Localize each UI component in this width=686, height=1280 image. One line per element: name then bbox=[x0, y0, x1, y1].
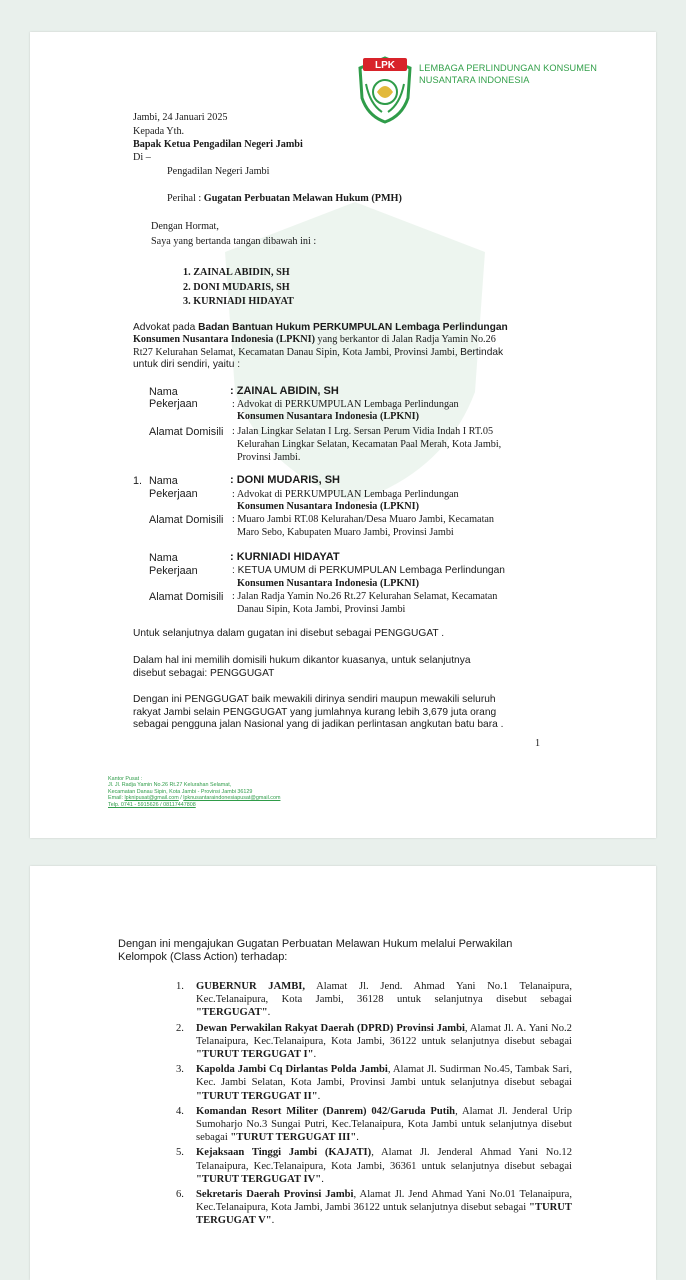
document-page-1: LPK LEMBAGA PERLINDUNGAN KONSUMEN NUSANTARA INDONESIA Jambi, 24 Januari 2025 Kepada Yth. Bapak Ketua Pengadilan Negeri Jambi Di – Pengadilan Negeri Jambi Perihal : Gugatan Perbuatan Melawan Hukum (PMH) Dengan Hormat, Saya yang bertanda tangan dibawah ini : 1. ZAINAL ABIDIN, SH 2. DONI MUDARIS, SH 3. KURNIADI HIDAYAT Advokat pada Badan Bantuan Hukum PERKUMPULAN Lembaga Perlindungan Konsumen Nusantara Indonesia (LPKNI) yang berkantor di Jalan Radja Yamin No.26 Rt27 Kelurahan Selamat, Kecamatan Danau Sipin, Kota Jambi, Provinsi Jambi, Bertindak untuk diri sendiri, yaitu : Nama : ZAINAL ABIDIN, SH Pekerjaan : Advokat di PERKUMPULAN Lembaga Perlindungan Konsumen Nusantara Indonesia (LPKNI) Alamat Domisili : Jalan Lingkar Selatan I Lrg. Sersan Perum Vidia Indah I RT.05 Kelurahan Lingkar Selatan, Kecamatan Paal Merah, Kota Jambi, Provinsi Jambi. 1. Nama : DONI MUDARIS, SH Pekerjaan : Advokat di PERKUMPULAN Lembaga Perlindungan Konsumen Nusantara Indonesia (LPKNI) Alamat Domisili : Muaro Jambi RT.08 Kelurahan/Desa Muaro Jambi, Kecamatan Maro Sebo, Kabupaten Muaro Jambi, Provinsi Jambi Nama : KURNIADI HIDAYAT Pekerjaan : KETUA UMUM di PERKUMPULAN Lembaga Perlindungan Konsumen Nusantara Indonesia (LPKNI) Alamat Domisili : Jalan Radja Yamin No.26 Rt.27 Kelurahan Selamat, Kecamatan Danau Sipin, Kota Jambi, Provinsi Jambi Untuk selanjutnya dalam gugatan ini disebut sebagai PENGGUGAT . Dalam hal ini memilih domisili hukum dikantor kuasanya, untuk selanjutnya disebut sebagai: PENGGUGAT Dengan ini PENGGUGAT baik mewakili dirinya sendiri maupun mewakili seluruh rakyat Jambi selain PENGGUGAT yang jumlahnya kurang lebih 3,679 juta orang sebagai pengguna jalan Nasional yang di jadikan perlintasan angkutan batu bara . 1 Kantor Pusat : Jl. Jl. Radja Yamin No.26 Rt.27 Kelurahan Selamat, Kecamatan Danau Sipin, Kota Jambi - Provinsi Jambi 36129 Email: lpknipusat@gmail.com / lpknusantaraindonesiapusat@gmail.com Telp. 0741 - 5915626 / 08117447808 bbox=[30, 32, 656, 838]
logo-text: LPK bbox=[375, 60, 395, 71]
recipient: Bapak Ketua Pengadilan Negeri Jambi bbox=[133, 139, 303, 150]
advocate-paragraph: Advokat pada Badan Bantuan Hukum PERKUMPULAN Lembaga Perlindungan Konsumen Nusantara Indonesia (LPKNI) yang berkantor di Jalan Radja Yamin No.26 Rt27 Kelurahan Selamat, Kecamatan Danau Sipin, Kota Jambi, Provinsi Jambi, Bertindak untuk diri sendiri, yaitu : bbox=[133, 322, 508, 371]
signatory-2: 2. DONI MUDARIS, SH bbox=[183, 282, 290, 293]
email-link-2[interactable]: lpknusantaraindonesiapusat@gmail.com bbox=[183, 795, 281, 802]
office-footer: Kantor Pusat : Jl. Jl. Radja Yamin No.26 Rt.27 Kelurahan Selamat, Kecamatan Danau Sipin, Kota Jambi - Provinsi Jambi 36129 Email: lpknipusat@gmail.com / lpknusantaraindonesiapusat@gmail.com Telp. 0741 - 5915626 / 08117447808 bbox=[108, 776, 281, 808]
subject-label: Perihal : bbox=[167, 193, 204, 204]
signatory-3: 3. KURNIADI HIDAYAT bbox=[183, 296, 294, 307]
subject-text: Gugatan Perbuatan Melawan Hukum (PMH) bbox=[203, 193, 402, 204]
lpk-logo-icon bbox=[356, 54, 414, 124]
defendant-item-5: 5. Kejaksaan Tinggi Jambi (KAJATI), Alamat Jl. Jenderal Ahmad Yani No.12 Telanaipura, Kec.Telanaipura, Kota Jambi, 36361 untuk selanjutnya disebut sebagai "TURUT TERGUGAT IV". bbox=[176, 1147, 572, 1185]
place-date: Jambi, 24 Januari 2025 bbox=[133, 112, 228, 123]
plaintiff-paragraph: Untuk selanjutnya dalam gugatan ini disebut sebagai PENGGUGAT . bbox=[133, 628, 445, 639]
signatory-1: 1. ZAINAL ABIDIN, SH bbox=[183, 267, 290, 278]
email-link-1[interactable]: lpknipusat@gmail.com bbox=[124, 795, 179, 802]
class-action-intro: Dengan ini mengajukan Gugatan Perbuatan Melawan Hukum melalui Perwakilan Kelompok (Class Action) terhadap: bbox=[118, 938, 513, 963]
org-name-line-2: NUSANTARA INDONESIA bbox=[419, 75, 530, 85]
court-name: Pengadilan Negeri Jambi bbox=[167, 166, 270, 177]
greeting-intro: Saya yang bertanda tangan dibawah ini : bbox=[151, 236, 317, 247]
org-name-line-1: LEMBAGA PERLINDUNGAN KONSUMEN bbox=[419, 63, 598, 73]
defendant-item-2: 2. Dewan Perwakilan Rakyat Daerah (DPRD) Provinsi Jambi, Alamat Jl. A. Yani No.2 Telanaipura, Kec.Telanaipura, Kota Jambi, 36122 untuk selanjutnya disebut sebagai "TURUT TERGUGAT I". bbox=[176, 1022, 572, 1061]
defendant-list bbox=[176, 980, 572, 1230]
page-number: 1 bbox=[535, 738, 541, 749]
defendant-item-1: 1. GUBERNUR JAMBI, Alamat Jl. Jend. Ahmad Yani No.1 Telanaipura, Kec.Telanaipura, Kota Jambi, 36128 untuk selanjutnya disebut sebagai "TERGUGAT". bbox=[176, 981, 572, 1019]
document-page-2 bbox=[30, 866, 656, 1280]
to-label: Kepada Yth. bbox=[133, 126, 185, 137]
subject-line bbox=[167, 193, 402, 204]
defendant-item-4: 4. Komandan Resort Militer (Danrem) 042/Garuda Putih, Alamat Jl. Jenderal Urip Sumoharjo No.3 Sungai Putri, Kec.Telanaipura, Kota Jambi untuk selanjutnya disebut sebagai "TURUT TERGUGAT III". bbox=[176, 1105, 572, 1144]
greeting: Dengan Hormat, bbox=[151, 221, 219, 232]
di-label: Di – bbox=[133, 152, 151, 163]
representation-paragraph: Dengan ini PENGGUGAT baik mewakili dirinya sendiri maupun mewakili seluruh rakyat Jambi selain PENGGUGAT yang jumlahnya kurang lebih 3,679 juta orang sebagai pengguna jalan Nasional yang di jadikan perlintasan angkutan batu bara . bbox=[133, 694, 504, 730]
defendant-item-3: 3. Kapolda Jambi Cq Dirlantas Polda Jambi, Alamat Jl. Sudirman No.45, Tambak Sari, Kec. Jambi Selatan, Kota Jambi, Provinsi Jambi untuk selanjutnya disebut sebagai "TURUT TERGUGAT II". bbox=[176, 1064, 572, 1102]
defendant-item-6: 6. Sekretaris Daerah Provinsi Jambi, Alamat Jl. Jend Ahmad Yani No.01 Telanaipura, Kec.Telanaipura, Kota Jambi, Jambi 36122 untuk selanjutnya disebut sebagai "TURUT TERGUGAT V". bbox=[176, 1189, 572, 1227]
domicile-paragraph: Dalam hal ini memilih domisili hukum dikantor kuasanya, untuk selanjutnya disebut sebagai: PENGGUGAT bbox=[133, 655, 471, 679]
